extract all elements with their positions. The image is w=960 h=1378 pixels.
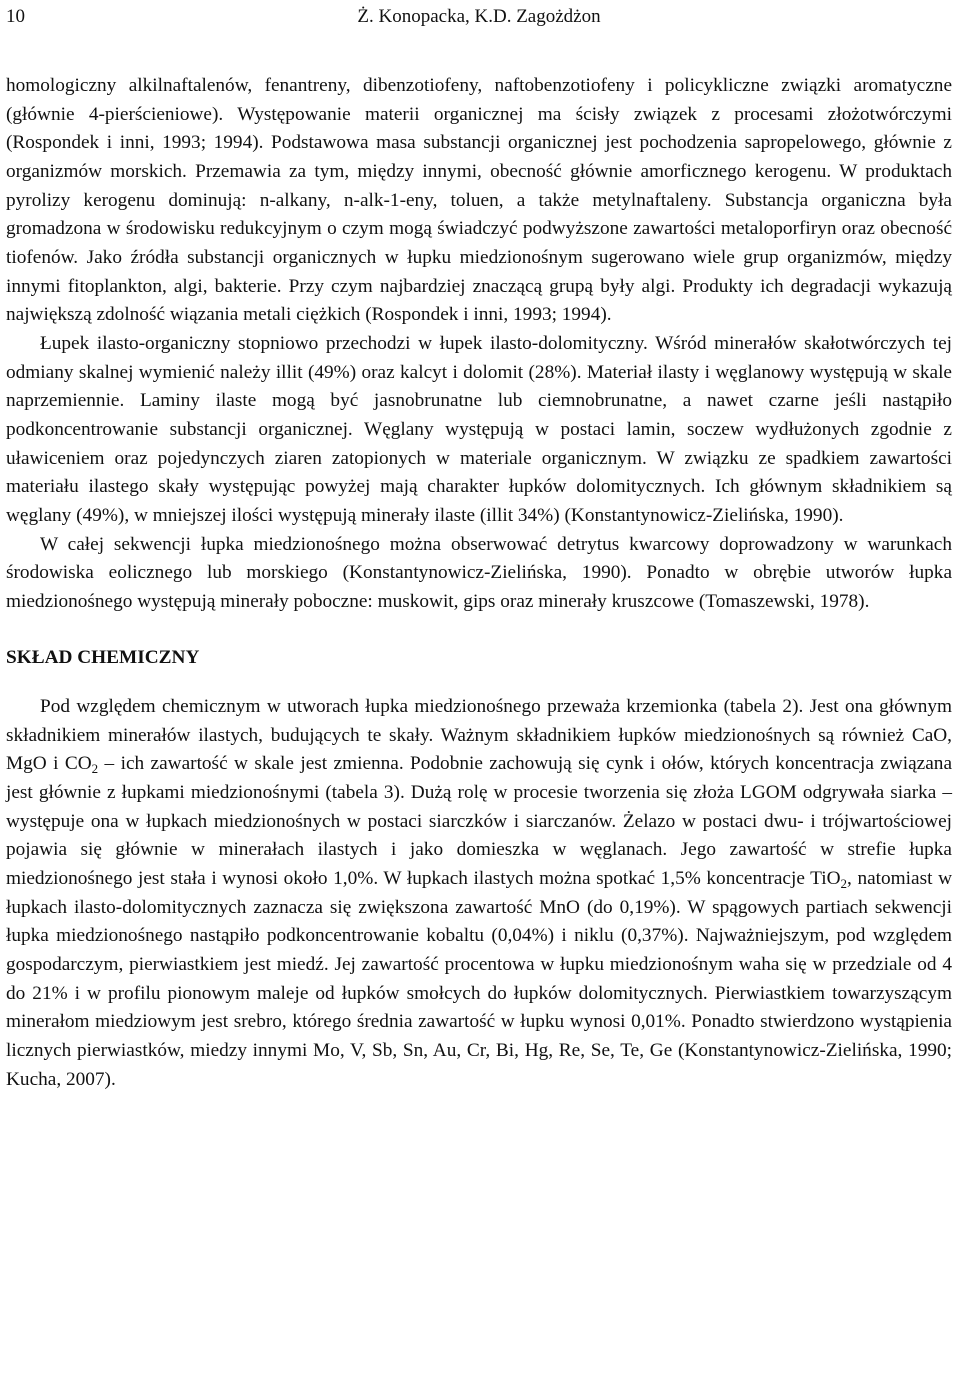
paragraph-4-part-b: – ich zawartość w skale jest zmienna. Podobnie zachowują się cynk i ołów, których koncentracja związana jest głównie z łupkami miedzionośnymi (tabela 3). Dużą rolę w procesie tworzenia się złoża LGOM odgrywała siarka – występuje ona w łupkach miedzionośnych w postaci siarczków i siarczanów. Żelazo w postaci dwu- i trójwartościowej pojawia się głównie w minerałach ilastych i jako domieszka w węglanach. Jego zawartość w strefie łupka miedzionośnego jest stała i wynosi około 1,0%. W łupkach ilastych można spotkać 1,5% koncentracje TiO [6,753,952,890]
page-header [6,4,952,30]
paragraph-3: W całej sekwencji łupka miedzionośnego można obserwować detrytus kwarcowy doprowadzony w warunkach środowiska eolicznego lub morskiego (Konstantynowicz-Zielińska, 1990). Ponadto w obrębie utworów łupka miedzionośnego występują minerały poboczne: muskowit, gips oraz minerały kruszcowe (Tomaszewski, 1978). [6,533,952,612]
running-head: Ż. Konopacka, K.D. Zagożdżon [357,6,601,27]
paragraph-4 [6,693,952,1094]
body-text [6,72,952,1094]
paragraph-4-part-c: , natomiast w łupkach ilasto-dolomitycznych zaznacza się zwiększona zawartość MnO (do 0,19%). W spągowych partiach sekwencji łupka miedzionośnego nastąpiło podkoncentrowanie kobaltu (0,04%) i niklu (0,37%). Najważniejszym, pod względem gospodarczym, pierwiastkiem jest miedź. Jej zawartość procentowa w łupku miedzionośnym waha się w przedziale od 4 do 21% i w profilu pionowym maleje od łupków smołcych do łupków dolomitycznych. Pierwiastkiem towarzyszącym minerałom miedziowym jest srebro, którego średnia zawartość w łupku wynosi 0,01%. Ponadto stwierdzono wystąpienia licznych pierwiastków, miedzy innymi Mo, V, Sb, Sn, Au, Cr, Bi, Hg, Re, Se, Te, Ge (Konstantynowicz-Zielińska, 1990; Kucha, 2007). [6,868,952,1090]
paragraph-1: homologiczny alkilnaftalenów, fenantreny, dibenzotiofeny, naftobenzotiofeny i policykliczne związki aromatyczne (głównie 4-pierścieniowe). Występowanie materii organicznej ma ścisły związek z procesami złożotwórczymi (Rospondek i inni, 1993; 1994). Podstawowa masa substancji organicznej jest pochodzenia sapropelowego, głównie z organizmów morskich. Przemawia za tym, między innymi, obecność głównie amorficznego kerogenu. W produktach pyrolizy kerogenu dominują: n-alkany, n-alk-1-eny, toluen, a także metylnaftaleny. Substancja organiczna była gromadzona w środowisku redukcyjnym o czym mogą świadczyć podwyższone zawartości metaloporfiryn oraz obecność tiofenów. Jako źródła substancji organicznych w łupku miedzionośnym sugerowano wiele grup organizmów, między innymi fitoplankton, algi, bakterie. Przy czym najbardziej znaczącą grupą były algi. Produkty ich degradacji wykazują największą zdolność wiązania metali ciężkich (Rospondek i inni, 1993; 1994). [6,75,952,326]
page-number: 10 [6,6,25,27]
section-title: SKŁAD CHEMICZNY [6,647,200,669]
tio2-subscript: 2 [840,876,848,892]
paragraph-4-part-a: Pod względem chemicznym w utworach łupka miedzionośnego przeważa krzemionka (tabela 2). Jest ona głównym składnikiem minerałów ilastych, budujących te skały. Ważnym składnikiem łupków miedzionośnych są również CaO, MgO i CO [6,696,952,775]
paragraph-2: Łupek ilasto-organiczny stopniowo przechodzi w łupek ilasto-dolomityczny. Wśród minerałów skałotwórczych tej odmiany skalnej wymienić należy illit (49%) oraz kalcyt i dolomit (28%). Materiał ilasty i węglanowy występują w skale naprzemiennie. Laminy ilaste mogą być jasnobrunatne lub ciemnobrunatne, a nawet czarne jeśli nastąpiło podkoncentrowanie substancji organicznej. Węglany występują w postaci lamin, soczew wydłużonych zgodnie z uławiceniem oraz pojedynczych ziaren zatopionych w materiale organicznym. W związku ze spadkiem zawartości materiału ilastego skały występując powyżej mają charakter łupków dolomitycznych. Ich głównym składnikiem są węglany (49%), w mniejszej ilości występują minerały ilaste (illit 34%) (Konstantynowicz-Zielińska, 1990). [6,332,952,526]
co2-subscript: 2 [91,761,99,777]
